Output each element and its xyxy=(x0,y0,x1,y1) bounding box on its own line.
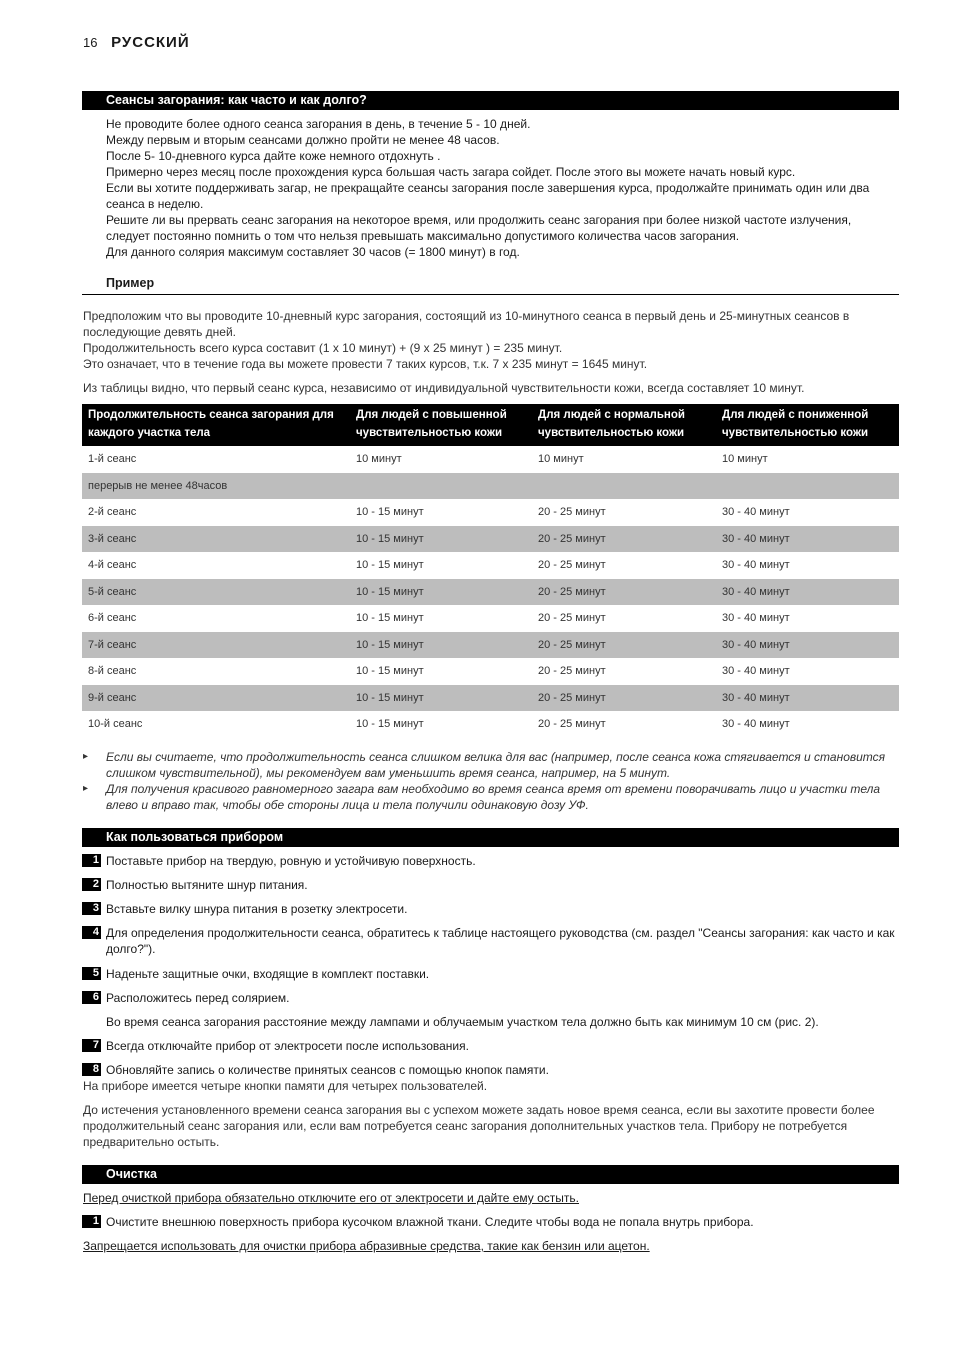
section-title-cleaning: Очистка xyxy=(82,1165,899,1184)
table-cell: 10 - 15 минут xyxy=(350,579,532,606)
cleaning-prohibition xyxy=(83,1238,898,1254)
note-text: Для получения красивого равномерного загара вам необходимо во время сеанса время от времени поворачивать лицо и участки тела влево и вправо так, чтобы обе стороны лица и тела получили одинаковую дозу УФ. xyxy=(106,782,881,812)
sessions-line: Между первым и вторым сеансами должно пройти не менее 48 часов. xyxy=(106,133,500,147)
sessions-line: После 5- 10-дневного курса дайте коже немного отдохнуть . xyxy=(106,149,441,163)
table-cell: 20 - 25 минут xyxy=(538,718,606,731)
table-cell: 30 - 40 минут xyxy=(722,665,790,678)
step-number: 3 xyxy=(82,902,101,915)
table-cell: 20 - 25 минут xyxy=(532,526,716,553)
table-cell: 10-й сеанс xyxy=(88,718,143,731)
table-cell: 20 - 25 минут xyxy=(532,685,716,712)
table-row xyxy=(82,658,899,685)
table-cell: 20 - 25 минут xyxy=(538,612,606,625)
step-item xyxy=(82,853,897,869)
step-text: Вставьте вилку шнура питания в розетку электросети. xyxy=(106,902,408,916)
table-cell: 30 - 40 минут xyxy=(716,526,899,553)
table-cell: 10 - 15 минут xyxy=(356,665,424,678)
example-title: Пример xyxy=(82,274,899,295)
step-item xyxy=(82,966,897,982)
table-cell: 10 - 15 минут xyxy=(350,632,532,659)
table-cell: 30 - 40 минут xyxy=(716,632,899,659)
table-cell: 10 минут xyxy=(356,453,402,466)
sessions-line: Для данного солярия максимум составляет 30 часов (= 1800 минут) в год. xyxy=(106,245,520,259)
table-cell: 30 - 40 минут xyxy=(716,579,899,606)
page-number: 16 xyxy=(83,35,98,50)
table-cell: 3-й сеанс xyxy=(82,526,350,553)
step-number: 4 xyxy=(82,926,101,939)
table-header-cell: Для людей с пониженной чувствительностью кожи xyxy=(716,404,899,446)
step-text: Расположитесь перед солярием. xyxy=(106,991,290,1005)
table-cell: 4-й сеанс xyxy=(88,559,137,572)
step-number: 7 xyxy=(82,1039,101,1052)
cleaning-warning xyxy=(83,1190,898,1206)
note-item xyxy=(83,781,898,813)
table-intro: Из таблицы видно, что первый сеанс курса, независимо от индивидуальной чувствительности кожи, всегда составляет 10 минут. xyxy=(83,381,805,395)
table-row xyxy=(82,526,899,553)
usage-paragraph: До истечения установленного времени сеанса загорания вы с успехом можете задать новое время сеанса, если вы захотите провести более продолжительный сеанс загорания или, если вам потребуется сеанс загорания дополнительных участков тела. Прибору не потребуется предварительно остыть. xyxy=(83,1103,875,1149)
table-cell: 2-й сеанс xyxy=(88,506,137,519)
table-cell: 7-й сеанс xyxy=(82,632,350,659)
table-cell: 20 - 25 минут xyxy=(538,559,606,572)
step-item xyxy=(82,877,897,893)
step-item xyxy=(82,1062,897,1078)
table-cell: 30 - 40 минут xyxy=(716,685,899,712)
step-number: 5 xyxy=(82,967,101,980)
step-text: Наденьте защитные очки, входящие в комплект поставки. xyxy=(106,967,430,981)
table-cell: 10 - 15 минут xyxy=(356,559,424,572)
table-cell: 30 - 40 минут xyxy=(722,506,790,519)
step-item xyxy=(82,925,897,957)
table-row xyxy=(82,552,899,579)
table-cell: перерыв не менее 48часов xyxy=(82,473,350,500)
sessions-line: Не проводите более одного сеанса загорания в день, в течение 5 - 10 дней. xyxy=(106,117,531,131)
table-cell: 30 - 40 минут xyxy=(722,718,790,731)
example-line: Это означает, что в течение года вы можете провести 7 таких курсов, т.к. 7 x 235 минут = 1645 минут. xyxy=(83,357,648,371)
section-title-sessions: Сеансы загорания: как часто и как долго? xyxy=(82,91,899,110)
table-cell: 20 - 25 минут xyxy=(532,632,716,659)
cleaning-prohibition-text: Запрещается использовать для очистки прибора абразивные средства, такие как бензин или ацетон. xyxy=(83,1239,650,1253)
table-row xyxy=(82,473,899,500)
table-header-row xyxy=(82,404,899,446)
sessions-line: Решите ли вы прервать сеанс загорания на некоторое время, или продолжить сеанс загорания при более низкой частоте излучения, следует постоянно помнить о том что нельзя превышать максимально допустимого количества часов загорания. xyxy=(106,213,852,243)
table-header-cell: Для людей с повышенной чувствительностью кожи xyxy=(350,404,532,446)
table-row xyxy=(82,446,899,473)
step-text: Обновляйте запись о количестве принятых сеансов с помощью кнопок памяти. xyxy=(106,1063,549,1077)
table-cell: 20 - 25 минут xyxy=(538,506,606,519)
table-cell: 10 минут xyxy=(538,453,584,466)
cleaning-warning-text: Перед очисткой прибора обязательно отключите его от электросети и дайте ему остыть. xyxy=(83,1191,580,1205)
step-item xyxy=(82,901,897,917)
table-cell: 10 - 15 минут xyxy=(356,506,424,519)
step-text: Полностью вытяните шнур питания. xyxy=(106,878,308,892)
memory-note: На приборе имеется четыре кнопки памяти для четырех пользователей. xyxy=(83,1079,488,1093)
table-cell: 5-й сеанс xyxy=(82,579,350,606)
step-number: 1 xyxy=(82,854,101,867)
table-row xyxy=(82,499,899,526)
example-text xyxy=(83,308,898,372)
language-title: РУССКИЙ xyxy=(111,34,190,51)
table-header-cell: Для людей с нормальной чувствительностью кожи xyxy=(532,404,716,446)
table-row xyxy=(82,711,899,738)
table-cell xyxy=(532,473,716,500)
note-text: Если вы считаете, что продолжительность сеанса слишком велика для вас (например, после сеанса кожа стягивается и становится слишком чувствительной), мы рекомендуем вам уменьшить время сеанса, например, на 5 минут. xyxy=(106,750,886,780)
table-cell: 6-й сеанс xyxy=(88,612,137,625)
table-header-cell: Продолжительность сеанса загорания для каждого участка тела xyxy=(82,404,350,446)
table-cell: 8-й сеанс xyxy=(88,665,137,678)
step-item xyxy=(82,1038,897,1054)
step-number: 8 xyxy=(82,1063,101,1076)
example-line: Предположим что вы проводите 10-дневный курс загорания, состоящий из 10-минутного сеанса в первый день и 25-минутных сеансов в последующие девять дней. xyxy=(83,309,850,339)
table-cell xyxy=(350,473,532,500)
sessions-line: Примерно через месяц после прохождения курса большая часть загара сойдет. После этого вы можете начать новый курс. xyxy=(106,165,796,179)
table-cell: 9-й сеанс xyxy=(82,685,350,712)
step-text: Поставьте прибор на твердую, ровную и устойчивую поверхность. xyxy=(106,854,476,868)
note-item xyxy=(83,749,898,781)
step-item xyxy=(82,990,897,1006)
table-cell: 1-й сеанс xyxy=(88,453,137,466)
table-cell: 20 - 25 минут xyxy=(538,665,606,678)
sessions-text xyxy=(106,116,896,260)
table-cell: 10 - 15 минут xyxy=(350,685,532,712)
page-header xyxy=(83,34,190,51)
table-cell xyxy=(716,473,899,500)
step-number: 1 xyxy=(82,1215,101,1228)
step-number: 6 xyxy=(82,991,101,1004)
sessions-line: Если вы хотите поддерживать загар, не прекращайте сеансы загорания после завершения курса, продолжайте принимать один или два сеанса в неделю. xyxy=(106,181,870,211)
table-cell: 10 минут xyxy=(722,453,768,466)
table-cell: 30 - 40 минут xyxy=(722,559,790,572)
bullet-arrow-icon: ▸ xyxy=(83,783,89,794)
step-text: Всегда отключайте прибор от электросети после использования. xyxy=(106,1039,469,1053)
table-cell: 10 - 15 минут xyxy=(350,526,532,553)
table-row xyxy=(82,685,899,712)
example-line: Продолжительность всего курса составит (1 x 10 минут) + (9 x 25 минут ) = 235 минут. xyxy=(83,341,563,355)
session-duration-table xyxy=(82,404,899,738)
table-row xyxy=(82,605,899,632)
step-text: Для определения продолжительности сеанса, обратитесь к таблице настоящего руководства (см. раздел "Сеансы загорания: как часто и как долго?"). xyxy=(106,926,895,956)
bullet-arrow-icon: ▸ xyxy=(83,751,89,762)
table-row xyxy=(82,632,899,659)
step6-note: Во время сеанса загорания расстояние между лампами и облучаемым участком тела должно быть как минимум 10 см (рис. 2). xyxy=(106,1015,819,1029)
step-text: Очистите внешнюю поверхность прибора кусочком влажной ткани. Следите чтобы вода не попала внутрь прибора. xyxy=(106,1215,754,1229)
table-cell: 20 - 25 минут xyxy=(532,579,716,606)
table-cell: 10 - 15 минут xyxy=(356,612,424,625)
section-title-usage: Как пользоваться прибором xyxy=(82,828,899,847)
step-number: 2 xyxy=(82,878,101,891)
table-row xyxy=(82,579,899,606)
table-cell: 10 - 15 минут xyxy=(356,718,424,731)
step-item xyxy=(82,1214,897,1230)
table-cell: 30 - 40 минут xyxy=(722,612,790,625)
